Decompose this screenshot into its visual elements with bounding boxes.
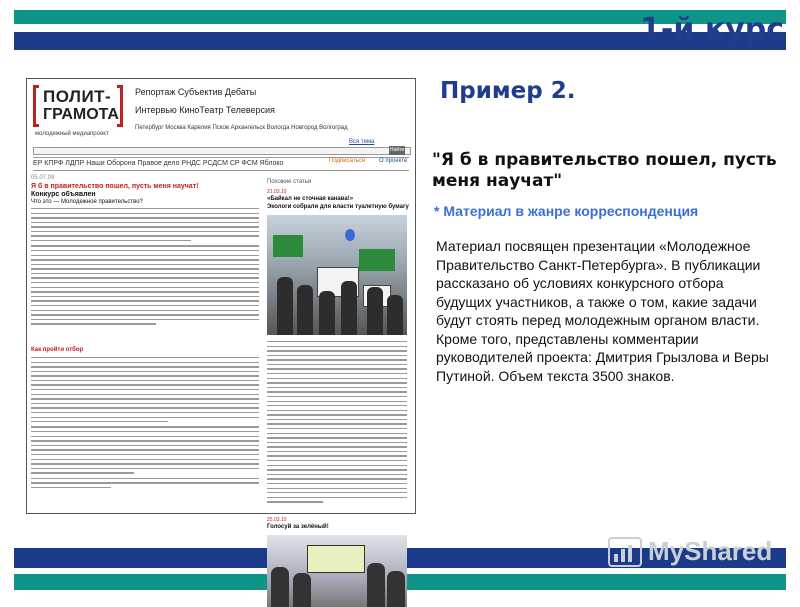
article-headline[interactable]: Я б в правительство пошел, пусть меня научат! bbox=[31, 183, 199, 190]
description-text: Материал посвящен презентации «Молодежное Правительство Санкт-Петербурга». В публикации рассказано об условиях конкурсного отбора будущих участников, а также о том, какие задачи будут стоять перед молодежным органом власти. Кроме того, представлены комментарии руководителей проекта: Дмитрия Грызлова и Веры Путиной. Объем текста 3500 знаков. bbox=[436, 238, 769, 384]
section-title: Как пройти отбор bbox=[31, 347, 84, 353]
site-nav-row1[interactable]: Репортаж Субъектив Дебаты bbox=[135, 87, 257, 97]
related-title-2[interactable]: Голосуй за зелёный! bbox=[267, 524, 329, 530]
logo-subtitle: молодежный медиапроект bbox=[35, 131, 109, 137]
website-screenshot bbox=[26, 78, 416, 530]
related-subtitle[interactable]: Экологи собрали для власти туалетную бумагу bbox=[267, 204, 409, 210]
related-date: 21.03.10 bbox=[267, 189, 287, 195]
related-heading: Похожие статьи bbox=[267, 179, 312, 185]
site-logo bbox=[33, 85, 123, 127]
example-title: Пример 2. bbox=[440, 78, 576, 104]
article-body-text bbox=[31, 208, 259, 328]
watermark bbox=[608, 536, 772, 567]
genre-note: * Материал в жанре корреспонденция bbox=[434, 203, 699, 219]
article-date: 05.07.09 bbox=[31, 175, 55, 181]
rss-link[interactable]: Подписаться bbox=[329, 158, 365, 164]
party-nav[interactable]: ЕР КПРФ ЛДПР Наши Оборона Правое дело РНДС РСДСМ СР ФСМ Яблоко bbox=[33, 157, 409, 171]
logo-line2: ГРАМОТА bbox=[43, 106, 119, 123]
chart-icon bbox=[608, 537, 642, 567]
city-nav[interactable]: Петербург Москва Карелия Псков Архангельск Вологда Новгород Волгоград bbox=[135, 125, 348, 131]
related-text bbox=[267, 341, 407, 506]
about-link[interactable]: О проекте bbox=[379, 158, 408, 164]
site-search-button[interactable]: Найти bbox=[389, 147, 405, 153]
logo-line1: ПОЛИТ- bbox=[43, 87, 112, 106]
site-login-link[interactable]: Вся тема bbox=[349, 139, 375, 145]
article-body-text-2 bbox=[31, 357, 259, 491]
vote-photo bbox=[267, 535, 407, 607]
protest-photo bbox=[267, 215, 407, 335]
course-label: 1-й курс bbox=[640, 12, 784, 47]
watermark-text: MyShared bbox=[648, 536, 773, 566]
related-title[interactable]: «Байкал не сточная канава!» bbox=[267, 196, 354, 202]
article-question: Что это — Молодежное правительство? bbox=[31, 199, 143, 205]
site-search-input[interactable] bbox=[33, 147, 411, 155]
related-date-2: 25.03.10 bbox=[267, 517, 287, 523]
site-nav-row2[interactable]: Интервью КиноТеатр Телеверсия bbox=[135, 105, 275, 115]
article-subhead: Конкурс объявлен bbox=[31, 191, 96, 198]
quote-title: "Я б в правительство пошел, пусть меня научат" bbox=[432, 150, 777, 191]
